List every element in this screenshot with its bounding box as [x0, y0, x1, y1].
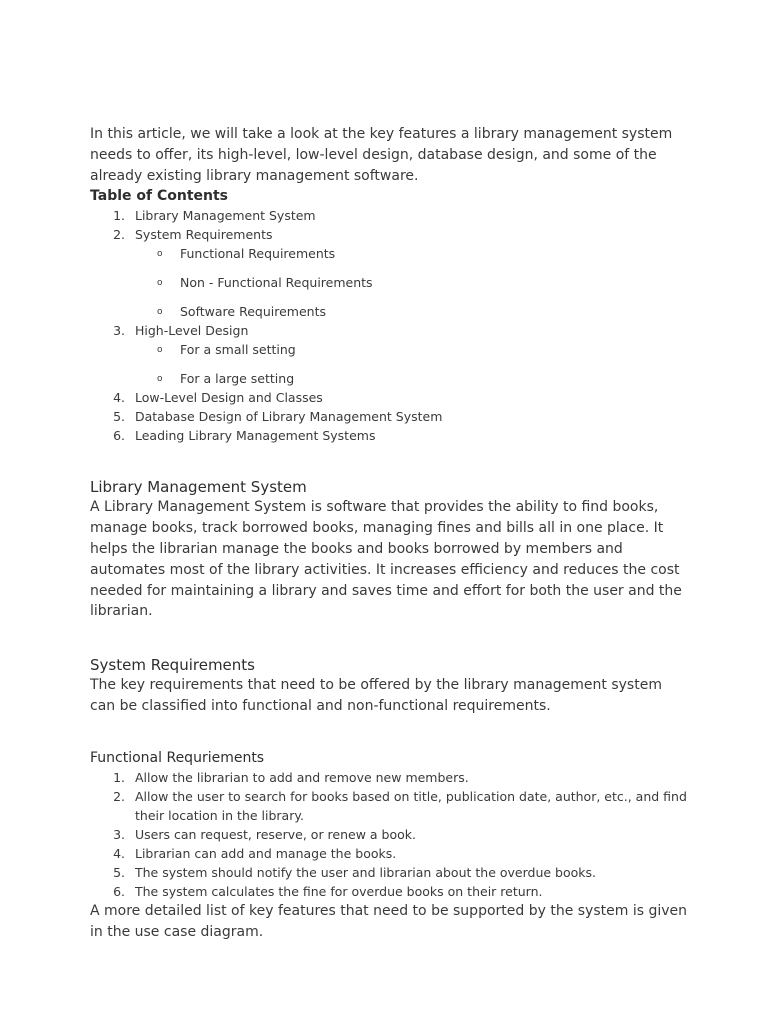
- toc-item: [90, 206, 690, 225]
- toc-label: Low-Level Design and Classes: [135, 390, 323, 406]
- toc-sublabel: For a large setting: [180, 371, 295, 387]
- toc-number: 3.: [113, 323, 125, 339]
- requirement-label: Allow the librarian to add and remove new members.: [135, 769, 469, 785]
- section-body-system-requirements: The key requirements that need to be offered by the library management system can be classified into functional and non-functional requirements.: [90, 677, 662, 714]
- functional-requirements-list: [90, 768, 690, 901]
- requirement-label: The system should notify the user and librarian about the overdue books.: [135, 864, 596, 880]
- toc-sublabel: Non - Functional Requirements: [180, 275, 373, 291]
- toc-item: [90, 407, 690, 426]
- toc-subitem: [90, 273, 690, 292]
- toc-sublabel: Functional Requirements: [180, 246, 336, 262]
- circle-bullet-icon: o: [157, 249, 163, 260]
- requirement-number: 5.: [113, 864, 125, 880]
- toc-number: 6.: [113, 428, 125, 444]
- requirement-item: [90, 825, 690, 844]
- toc-sublist: [90, 244, 690, 321]
- toc-sublist: [90, 340, 690, 388]
- toc-subitem: [90, 302, 690, 321]
- requirement-number: 1.: [113, 769, 125, 785]
- section-heading-system-requirements: System Requirements: [90, 656, 255, 675]
- document-content: [90, 124, 690, 942]
- requirement-number: 3.: [113, 826, 125, 842]
- toc-item: [90, 321, 690, 388]
- toc-label: High-Level Design: [135, 323, 249, 339]
- section-heading-library-management-system: Library Management System: [90, 478, 307, 497]
- toc-number: 4.: [113, 390, 125, 406]
- toc-number: 5.: [113, 409, 125, 425]
- requirement-label: The system calculates the fine for overdue books on their return.: [135, 883, 543, 899]
- requirement-number: 2.: [113, 788, 125, 804]
- functional-requirements-footer: A more detailed list of key features that need to be supported by the system is given in the use case diagram.: [90, 902, 688, 940]
- circle-bullet-icon: o: [157, 278, 163, 289]
- section-heading-functional-requirements: Functional Requriements: [90, 749, 265, 766]
- circle-bullet-icon: o: [157, 307, 163, 318]
- toc-sublabel: Software Requirements: [180, 304, 326, 320]
- toc-label: Leading Library Management Systems: [135, 428, 376, 444]
- requirement-item: [90, 844, 690, 863]
- requirement-item: [90, 863, 690, 882]
- toc-number: 1.: [113, 208, 125, 224]
- requirement-label: Librarian can add and manage the books.: [135, 845, 397, 861]
- requirement-item: [90, 787, 690, 825]
- circle-bullet-icon: o: [157, 374, 163, 385]
- toc-title: Table of Contents: [90, 188, 229, 205]
- toc-sublabel: For a small setting: [180, 342, 296, 358]
- requirement-number: 6.: [113, 883, 125, 899]
- toc-item: [90, 388, 690, 407]
- toc-label: Library Management System: [135, 208, 316, 224]
- toc-subitem: [90, 369, 690, 388]
- toc-item: [90, 426, 690, 445]
- section-body-library-management-system: A Library Management System is software that provides the ability to find books, manage books, track borrowed books, managing fines and bills all in one place. It helps the librarian manage the books and books borrowed by members and automates most of the library activities. It increases efficiency and reduces the cost needed for maintaining a library and saves time and effort for both the user and the librarian.: [90, 499, 682, 620]
- toc-item: [90, 225, 690, 321]
- table-of-contents: [90, 206, 690, 445]
- circle-bullet-icon: o: [157, 345, 163, 356]
- toc-subitem: [90, 340, 690, 359]
- requirement-number: 4.: [113, 845, 125, 861]
- requirement-item: [90, 882, 690, 901]
- toc-subitem: [90, 244, 690, 263]
- toc-number: 2.: [113, 227, 125, 243]
- toc-label: Database Design of Library Management System: [135, 409, 443, 425]
- toc-label: System Requirements: [135, 227, 273, 243]
- requirement-label: Users can request, reserve, or renew a book.: [135, 826, 416, 842]
- intro-paragraph: In this article, we will take a look at the key features a library management system needs to offer, its high-level, low-level design, database design, and some of the already existing library management software.: [90, 126, 673, 184]
- requirement-label: Allow the user to search for books based on title, publication date, author, etc., and find their location in the library.: [135, 788, 687, 823]
- requirement-item: [90, 768, 690, 787]
